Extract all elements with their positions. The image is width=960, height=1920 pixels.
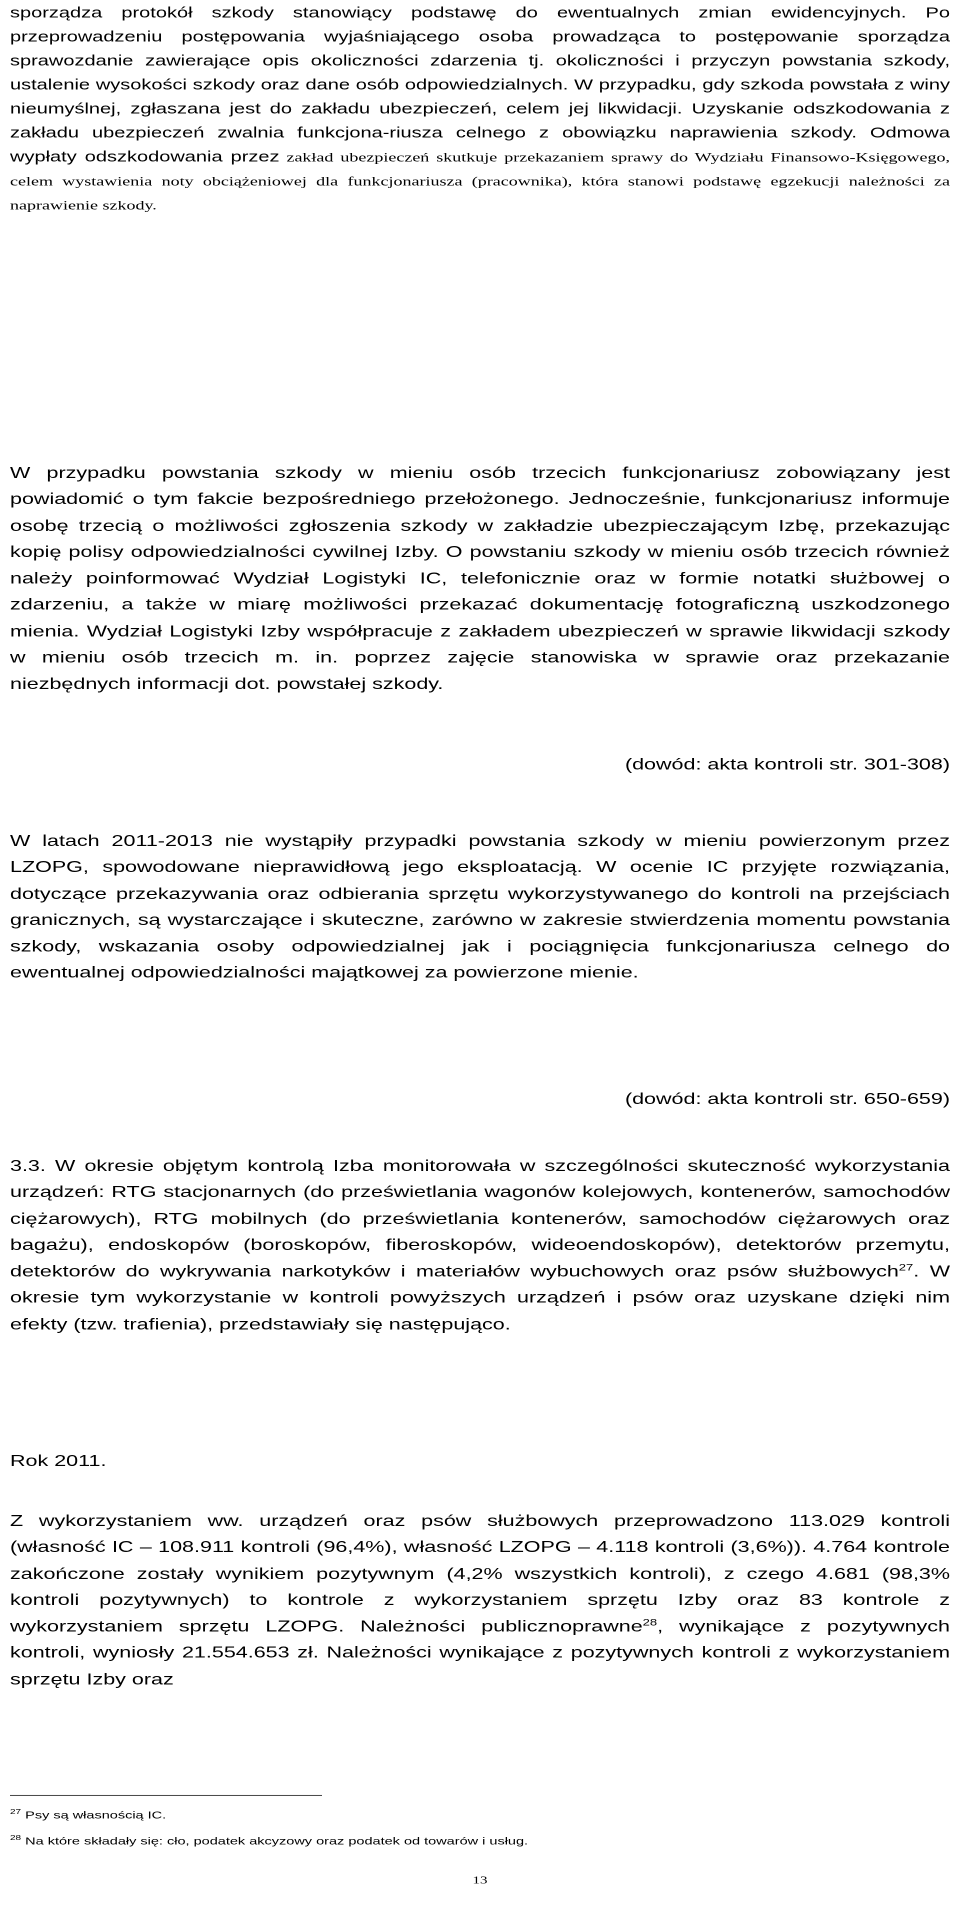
paragraph-third-party-damage: W przypadku powstania szkody w mieniu osób trzecich funkcjonariusz zobowiązany jest powiadomić o tym fakcie bezpośredniego przełożonego. Jednocześnie, funkcjonariusz informuje osobę trzecią o możliwości zgłoszenia szkody w zakładzie ubezpieczającym Izbę, przekazując kopię polisy odpowiedzialności cywilnej Izby. O powstaniu szkody w mieniu osób trzecich również należy poinformować Wydział Logistyki IC, telefonicznie oraz w formie notatki służbowej o zdarzeniu, a także w miarę możliwości przekazać dokumentację fotograficzną uszkodzonego mienia. Wydział Logistyki Izby współpracuje z zakładem ubezpieczeń w sprawie likwidacji szkody w mieniu osób trzecich m. in. poprzez zajęcie stanowiska w sprawie oraz przekazanie niezbędnych informacji dot. powstałej szkody. [10, 464, 950, 693]
paragraph-2011-results [10, 1508, 950, 1693]
footnote-number: 27 [10, 1808, 22, 1817]
paragraph-text: . W okresie tym wykorzystanie w kontroli powyższych urządzeń i psów oraz uzyskane dzięki nim efekty (tzw. trafienia), przedstawiały się następująco. [10, 1262, 950, 1333]
paragraph-text: 3.3. W okresie objętym kontrolą Izba monitorowała w szczególności skuteczność wykorzystania urządzeń: RTG stacjonarnych (do prześwietlania wagonów kolejowych, kontenerów, samochodów ciężarowych), RTG mobilnych (do prześwietlania kontenerów, samochodów ciężarowych oraz bagażu), endoskopów (boroskopów, fiberoskopów, wideoendoskopów), detektorów przemytu, detektorów do wykrywania narkotyków i materiałów wybuchowych oraz psów służbowych [10, 1157, 950, 1281]
paragraph-text-serif: zakład ubezpieczeń skutkuje przekazaniem sprawy do Wydziału Finansowo-Księgowego, celem wystawienia noty obciążeniowej dla funkcjonariusza (pracownika), która stanowi podstawę egzekucji należności za naprawienie szkody. [10, 149, 950, 213]
evidence-reference: (dowód: akta kontroli str. 650-659) [624, 1090, 950, 1108]
footnote [10, 1808, 166, 1823]
paragraph-text: , wynikające z pozytywnych kontroli, wyniosły 21.554.653 zł. Należności wynikające z pozytywnych kontroli z wykorzystaniem sprzętu Izby oraz [10, 1617, 950, 1688]
paragraph-damage-protocol [10, 1, 950, 217]
paragraph-lzopg-findings: W latach 2011-2013 nie wystąpiły przypadki powstania szkody w mieniu powierzonym przez LZOPG, spowodowane nieprawidłową jego eksploatacją. W ocenie IC przyjęte rozwiązania, dotyczące przekazywania oraz odbierania sprzętu wykorzystywanego do kontroli na przejściach granicznych, są wystarczające i skuteczne, zarówno w zakresie stwierdzenia momentu powstania szkody, wskazania osoby odpowiedzialnej jak i pociągnięcia funkcjonariusza celnego do ewentualnej odpowiedzialności majątkowej za powierzone mienie. [10, 832, 950, 982]
paragraph-text: Z wykorzystaniem ww. urządzeń oraz psów służbowych przeprowadzono 113.029 kontroli (własność IC – 108.911 kontroli (96,4%), własność LZOPG – 4.118 kontroli (3,6%)). 4.764 kontrole zakończone zostały wynikiem pozytywnym (4,2% wszystkich kontroli), z czego 4.681 (98,3% kontroli pozytywnych) to kontrole z wykorzystaniem sprzętu Izby oraz 83 kontrole z wykorzystaniem sprzętu LZOPG. Należności publicznoprawne [10, 1512, 950, 1636]
footnote-text: Na które składały się: cło, podatek akcyzowy oraz podatek od towarów i usług. [21, 1835, 529, 1848]
footnote-number: 28 [10, 1834, 22, 1843]
footnote-ref[interactable]: 28 [642, 1616, 658, 1628]
year-heading: Rok 2011. [10, 1452, 107, 1470]
footnote-separator [10, 1795, 322, 1796]
page-number: 13 [472, 1874, 488, 1887]
footnote [10, 1834, 528, 1849]
footnote-ref[interactable]: 27 [898, 1261, 914, 1273]
footnote-text: Psy są własnością IC. [21, 1809, 167, 1822]
paragraph-section-3-3 [10, 1153, 950, 1338]
paragraph-text: sporządza protokół szkody stanowiący podstawę do ewentualnych zmian ewidencyjnych. Po przeprowadzeniu postępowania wyjaśniającego osoba prowadząca to postępowanie sporządza sprawozdanie zawierające opis okoliczności zdarzenia tj. okoliczności i przyczyn powstania szkody, ustalenie wysokości szkody oraz dane osób odpowiedzialnych. W przypadku, gdy szkoda powstała z winy nieumyślnej, zgłaszana jest do zakładu ubezpieczeń, celem jej likwidacji. Uzyskanie odszkodowania z zakładu ubezpieczeń zwalnia funkcjona-riusza celnego z obowiązku naprawienia szkody. Odmowa wypłaty odszkodowania przez [10, 5, 950, 166]
evidence-reference: (dowód: akta kontroli str. 301-308) [624, 755, 950, 774]
